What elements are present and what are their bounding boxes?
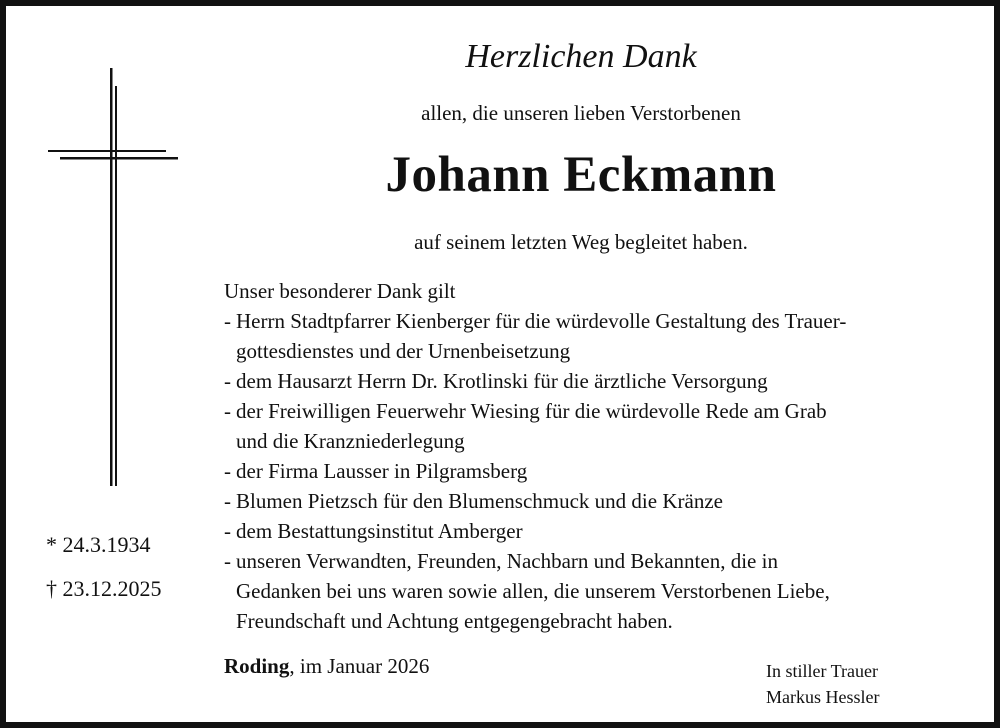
thanks-item-line: Blumen Pietzsch für den Blumenschmuck und die Kränze bbox=[236, 489, 723, 513]
closing: In stiller Trauer bbox=[766, 661, 878, 681]
notice-title: Herzlichen Dank bbox=[465, 38, 697, 75]
birth-date: * 24.3.1934 bbox=[46, 532, 151, 557]
list-dash: - bbox=[224, 459, 231, 483]
thanks-lead: Unser besonderer Dank gilt bbox=[224, 279, 456, 303]
thanks-item-line: und die Kranzniederlegung bbox=[236, 429, 465, 453]
death-date: † 23.12.2025 bbox=[46, 576, 162, 601]
thanks-item-line: Freundschaft und Achtung entgegengebracht haben. bbox=[236, 609, 673, 633]
outro-text: auf seinem letzten Weg begleitet haben. bbox=[414, 230, 748, 254]
place: Roding bbox=[224, 654, 290, 678]
thanks-item-line: dem Hausarzt Herrn Dr. Krotlinski für die ärztliche Versorgung bbox=[236, 369, 768, 393]
thanks-item bbox=[224, 396, 984, 456]
signature bbox=[766, 658, 879, 710]
intro-text: allen, die unseren lieben Verstorbenen bbox=[421, 101, 741, 125]
list-dash: - bbox=[224, 309, 231, 333]
thanks-item bbox=[224, 486, 984, 516]
list-dash: - bbox=[224, 549, 231, 573]
date-text: , im Januar 2026 bbox=[289, 654, 430, 678]
thanks-item-line: dem Bestattungsinstitut Amberger bbox=[236, 519, 523, 543]
thanks-item-line: Herrn Stadtpfarrer Kienberger für die würdevolle Gestaltung des Trauer- bbox=[236, 309, 847, 333]
signer: Markus Hessler bbox=[766, 687, 880, 707]
thanks-item bbox=[224, 546, 984, 636]
thanks-item bbox=[224, 366, 984, 396]
list-dash: - bbox=[224, 399, 231, 423]
thanks-item bbox=[224, 456, 984, 486]
life-dates bbox=[46, 523, 162, 611]
thanks-item-line: der Freiwilligen Feuerwehr Wiesing für die würdevolle Rede am Grab bbox=[236, 399, 827, 423]
thanks-item bbox=[224, 306, 984, 366]
thanks-item-line: der Firma Lausser in Pilgramsberg bbox=[236, 459, 528, 483]
thanks-item bbox=[224, 516, 984, 546]
cross-icon bbox=[46, 68, 186, 488]
deceased-name: Johann Eckmann bbox=[385, 147, 777, 203]
thanks-item-line: unseren Verwandten, Freunden, Nachbarn und Bekannten, die in bbox=[236, 549, 778, 573]
thanks-list bbox=[224, 276, 984, 636]
list-dash: - bbox=[224, 489, 231, 513]
thanks-item-line: Gedanken bei uns waren sowie allen, die unserem Verstorbenen Liebe, bbox=[236, 579, 830, 603]
thanks-item-line: gottesdienstes und der Urnenbeisetzung bbox=[236, 339, 571, 363]
place-date bbox=[224, 654, 429, 679]
list-dash: - bbox=[224, 369, 231, 393]
list-dash: - bbox=[224, 519, 231, 543]
